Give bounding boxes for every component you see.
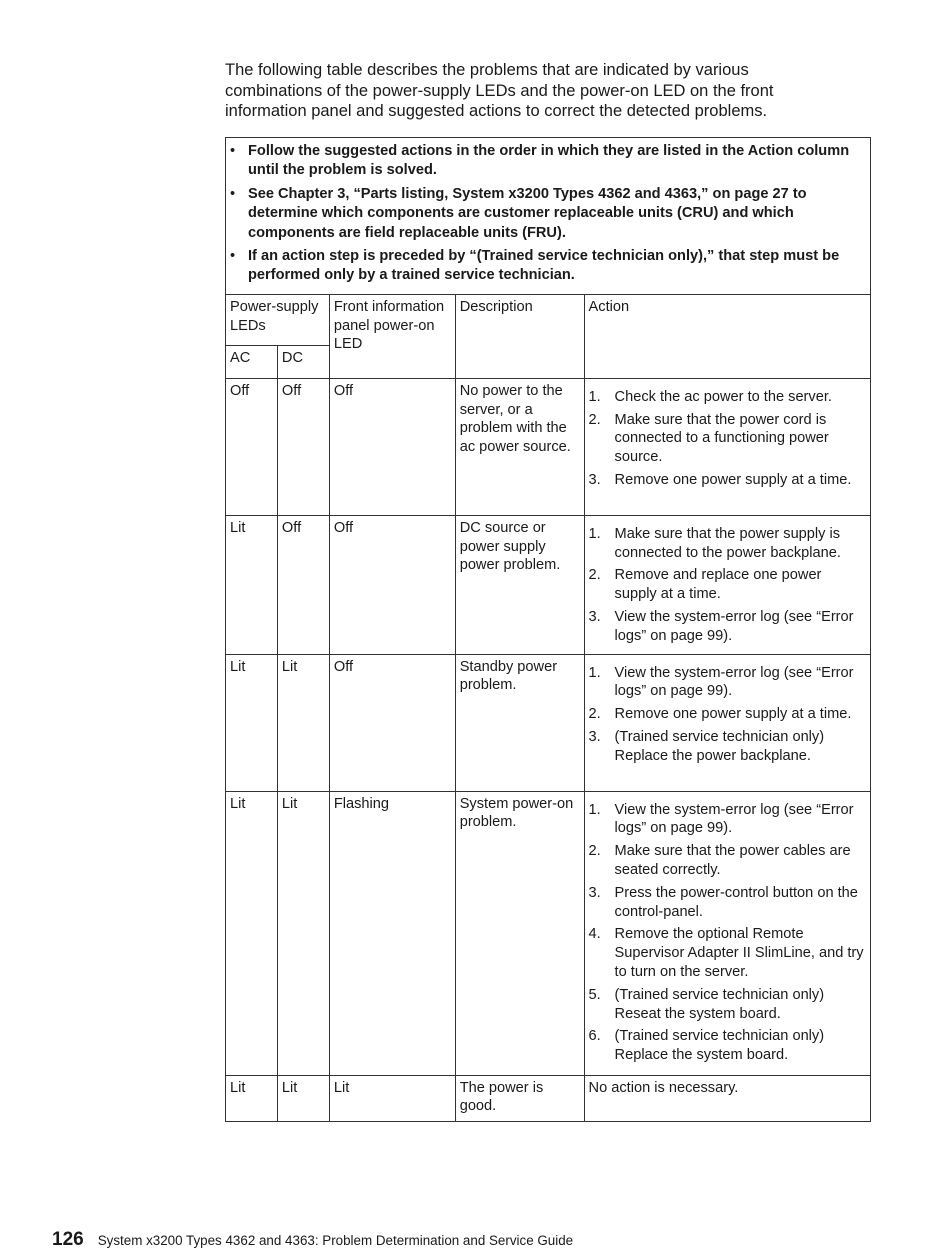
action-step: 3. Remove one power supply at a time. xyxy=(588,472,852,489)
cell-ac: Lit xyxy=(226,791,278,1075)
cell-description: The power is good. xyxy=(455,1075,584,1121)
cell-dc: Off xyxy=(277,515,329,654)
table-notes xyxy=(226,138,871,295)
action-step: 6. (Trained service technician only) Replace the system board. xyxy=(588,1028,825,1064)
action-step: 2. Make sure that the power cord is connected to a functioning power source. xyxy=(588,411,829,466)
cell-action xyxy=(584,791,870,1075)
note-item: • See Chapter 3, “Parts listing, System x3200 Types 4362 and 4363,” on page 27 to determine which components are customer replaceable units (CRU) and which components are field replaceable units (FRU). xyxy=(230,185,807,241)
cell-ac: Off xyxy=(226,378,278,515)
header-front-panel-led: Front information panel power-on LED xyxy=(329,294,455,378)
action-step: 3. Press the power-control button on the control-panel. xyxy=(588,884,858,920)
cell-action: No action is necessary. xyxy=(584,1075,870,1121)
table-row xyxy=(226,1075,871,1121)
table-row xyxy=(226,654,871,791)
cell-front-led: Off xyxy=(329,654,455,791)
cell-front-led: Lit xyxy=(329,1075,455,1121)
page-number: 126 xyxy=(52,1229,84,1250)
action-step: 2. Remove one power supply at a time. xyxy=(588,706,852,723)
cell-ac: Lit xyxy=(226,1075,278,1121)
cell-description: No power to the server, or a problem with the ac power source. xyxy=(455,378,584,515)
cell-action xyxy=(584,515,870,654)
cell-front-led: Flashing xyxy=(329,791,455,1075)
action-step: 1. Make sure that the power supply is connected to the power backplane. xyxy=(588,525,841,561)
action-step: 3. (Trained service technician only) Replace the power backplane. xyxy=(588,729,825,764)
intro-paragraph: The following table describes the problems that are indicated by various combinations of the power-supply LEDs and the power-on LED on the front information panel and suggested actions to correct the detected problems. xyxy=(225,61,774,120)
action-step: 2. Make sure that the power cables are seated correctly. xyxy=(588,843,851,879)
action-step: 4. Remove the optional Remote Supervisor Adapter II SlimLine, and try to turn on the server. xyxy=(588,926,864,980)
cell-action xyxy=(584,378,870,515)
cell-front-led: Off xyxy=(329,378,455,515)
cell-dc: Lit xyxy=(277,1075,329,1121)
action-step: 3. View the system-error log (see “Error logs” on page 99). xyxy=(588,609,854,644)
cell-description: System power-on problem. xyxy=(455,791,584,1075)
footer-title: System x3200 Types 4362 and 4363: Problem Determination and Service Guide xyxy=(97,1233,574,1248)
action-step: 5. (Trained service technician only) Reseat the system board. xyxy=(588,986,825,1022)
cell-action xyxy=(584,654,870,791)
table-row xyxy=(226,515,871,654)
header-description: Description xyxy=(455,294,584,378)
note-item: • Follow the suggested actions in the order in which they are listed in the Action column until the problem is solved. xyxy=(230,143,850,179)
bullet-icon: • xyxy=(230,248,236,265)
bullet-icon: • xyxy=(230,143,236,159)
action-step: 2. Remove and replace one power supply at a time. xyxy=(588,567,822,603)
cell-dc: Lit xyxy=(277,654,329,791)
table-row xyxy=(226,378,871,515)
bullet-icon: • xyxy=(230,185,236,202)
note-item: • If an action step is preceded by “(Trained service technician only),” that step must be performed only by a trained service technician. xyxy=(230,248,840,284)
header-action: Action xyxy=(584,294,870,378)
action-step: 1. View the system-error log (see “Error logs” on page 99). xyxy=(588,664,854,700)
cell-dc: Off xyxy=(277,378,329,515)
cell-ac: Lit xyxy=(226,515,278,654)
page-footer xyxy=(52,1229,573,1251)
header-power-supply-leds: Power-supply LEDs xyxy=(226,294,330,345)
cell-dc: Lit xyxy=(277,791,329,1075)
table-row xyxy=(226,791,871,1075)
cell-ac: Lit xyxy=(226,654,278,791)
action-step: 1. View the system-error log (see “Error logs” on page 99). xyxy=(588,801,854,837)
cell-description: DC source or power supply power problem. xyxy=(455,515,584,654)
header-dc: DC xyxy=(277,345,329,378)
cell-description: Standby power problem. xyxy=(455,654,584,791)
led-problem-table xyxy=(225,137,871,1122)
action-step: 1. Check the ac power to the server. xyxy=(588,388,832,405)
cell-front-led: Off xyxy=(329,515,455,654)
header-ac: AC xyxy=(226,345,278,378)
